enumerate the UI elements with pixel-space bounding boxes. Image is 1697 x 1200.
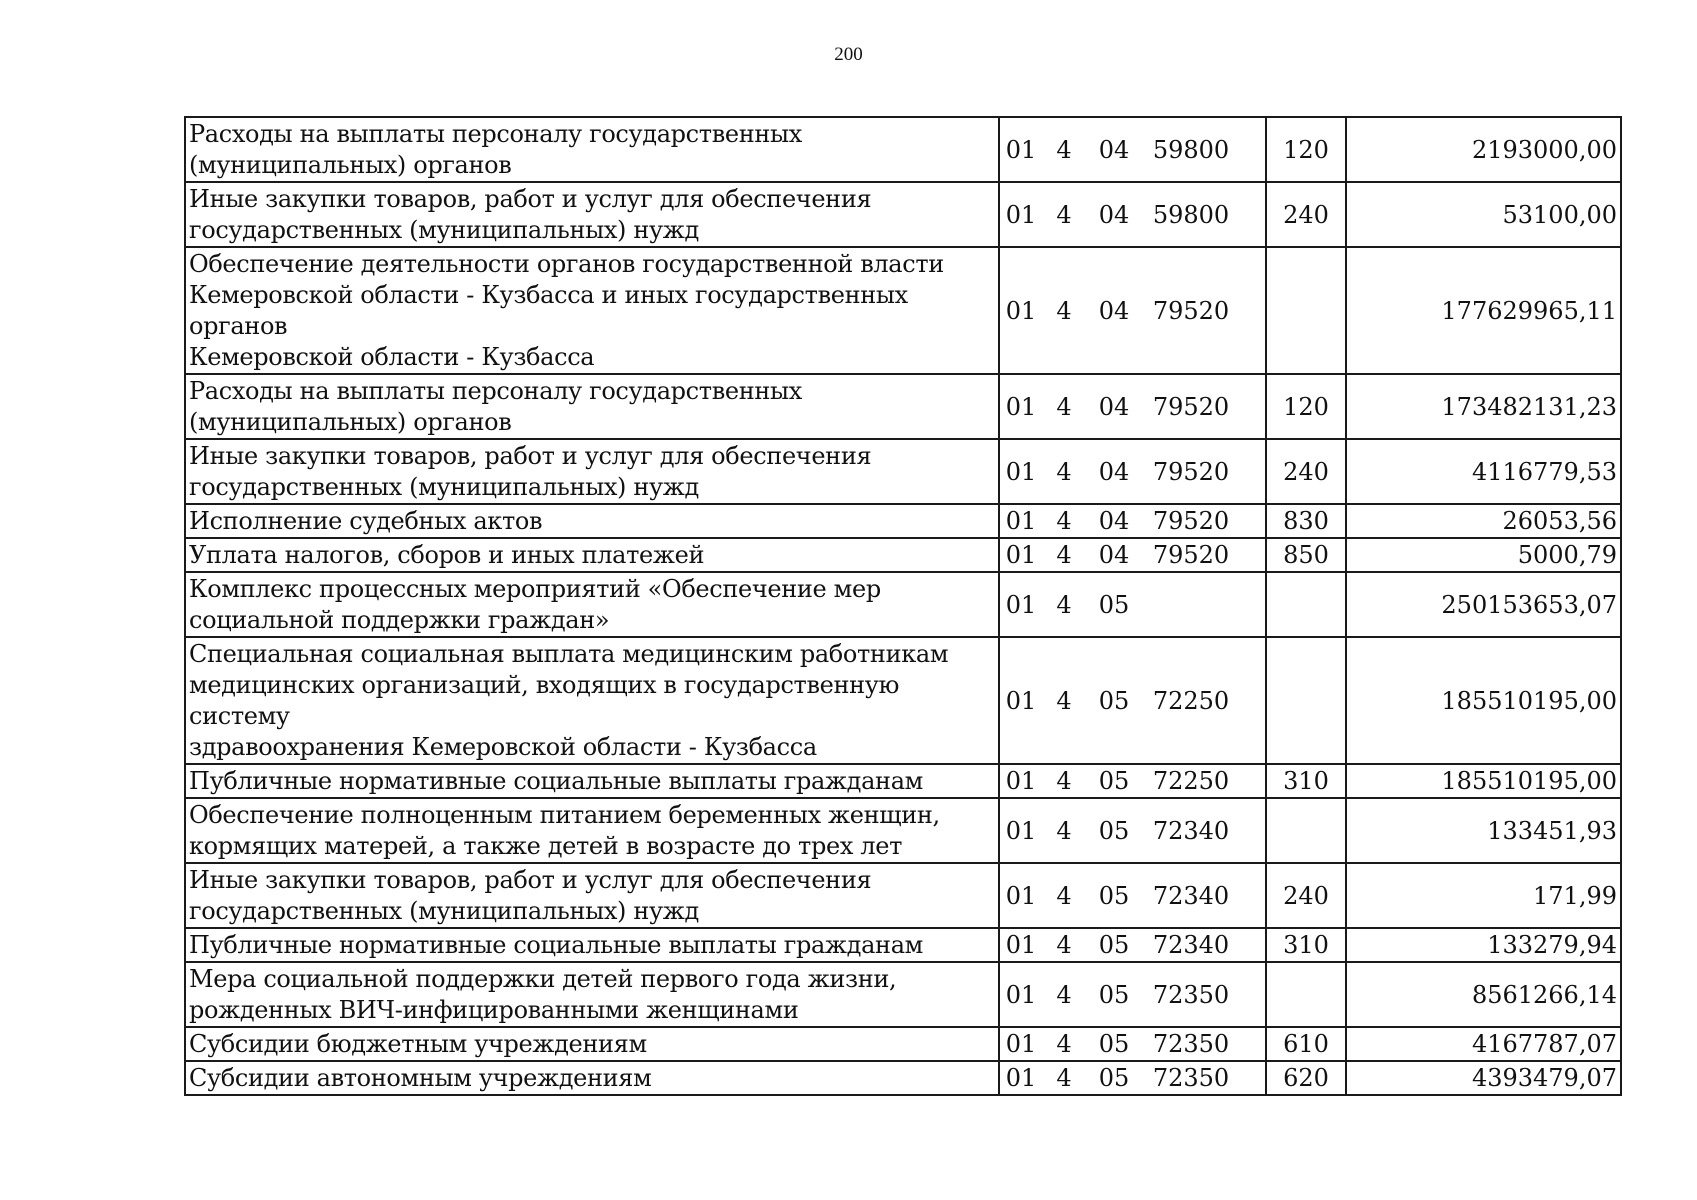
direction-code: 59800: [1152, 135, 1230, 164]
table-row: [185, 439, 1621, 504]
expense-name: Публичные нормативные социальные выплаты гражданам: [185, 764, 999, 798]
amount: 53100,00: [1346, 182, 1621, 247]
table-row: [185, 1061, 1621, 1095]
amount: 4393479,07: [1346, 1061, 1621, 1095]
subprogram-code: 05: [1098, 881, 1130, 910]
expense-type-code: [1266, 572, 1346, 637]
section-code: 01: [1005, 686, 1037, 715]
program-code: 4: [1056, 541, 1072, 569]
amount: 185510195,00: [1346, 637, 1621, 764]
subprogram-code: 05: [1098, 686, 1130, 715]
expense-type-code: [1266, 637, 1346, 764]
expense-name: Иные закупки товаров, работ и услуг для обеспечения государственных (муниципальных) нужд: [185, 182, 999, 247]
classification-code: [999, 572, 1266, 637]
amount: 250153653,07: [1346, 572, 1621, 637]
expense-name: Специальная социальная выплата медицинским работникам медицинских организаций, входящих в государственную систему здравоохранения Кемеровской области - Кузбасса: [185, 637, 999, 764]
expense-name: Публичные нормативные социальные выплаты гражданам: [185, 928, 999, 962]
section-code: 01: [1005, 980, 1037, 1009]
direction-code: 72350: [1152, 980, 1230, 1009]
amount: 177629965,11: [1346, 247, 1621, 374]
table-row: [185, 538, 1621, 572]
classification-code: [999, 374, 1266, 439]
subprogram-code: 05: [1098, 816, 1130, 845]
section-code: 01: [1005, 590, 1037, 619]
section-code: 01: [1005, 931, 1037, 959]
expense-type-code: 830: [1266, 504, 1346, 538]
section-code: 01: [1005, 1030, 1037, 1058]
expense-type-code: [1266, 247, 1346, 374]
classification-code: [999, 928, 1266, 962]
amount: 133451,93: [1346, 798, 1621, 863]
direction-code: 59800: [1152, 200, 1230, 229]
direction-code: 79520: [1152, 457, 1230, 486]
expense-type-code: 120: [1266, 374, 1346, 439]
expense-name: Исполнение судебных актов: [185, 504, 999, 538]
amount: 2193000,00: [1346, 117, 1621, 182]
subprogram-code: 04: [1098, 135, 1130, 164]
program-code: 4: [1056, 1064, 1072, 1092]
expense-name: Мера социальной поддержки детей первого года жизни, рожденных ВИЧ-инфицированными женщинами: [185, 962, 999, 1027]
program-code: 4: [1056, 392, 1072, 421]
section-code: 01: [1005, 457, 1037, 486]
program-code: 4: [1056, 816, 1072, 845]
table-row: [185, 1027, 1621, 1061]
table-row: [185, 182, 1621, 247]
expense-type-code: 120: [1266, 117, 1346, 182]
table-row: [185, 117, 1621, 182]
expense-name: Иные закупки товаров, работ и услуг для обеспечения государственных (муниципальных) нужд: [185, 863, 999, 928]
table-row: [185, 764, 1621, 798]
section-code: 01: [1005, 816, 1037, 845]
section-code: 01: [1005, 507, 1037, 535]
program-code: 4: [1056, 881, 1072, 910]
page-number: 200: [834, 44, 863, 65]
direction-code: 79520: [1152, 296, 1230, 325]
expense-name: Расходы на выплаты персоналу государственных (муниципальных) органов: [185, 117, 999, 182]
direction-code: 72340: [1152, 881, 1230, 910]
classification-code: [999, 117, 1266, 182]
direction-code: 72350: [1152, 1030, 1230, 1058]
classification-code: [999, 764, 1266, 798]
subprogram-code: 05: [1098, 1030, 1130, 1058]
table-row: [185, 247, 1621, 374]
subprogram-code: 05: [1098, 767, 1130, 795]
expense-type-code: 850: [1266, 538, 1346, 572]
classification-code: [999, 538, 1266, 572]
section-code: 01: [1005, 296, 1037, 325]
direction-code: 72350: [1152, 1064, 1230, 1092]
direction-code: 72250: [1152, 686, 1230, 715]
expense-name: Иные закупки товаров, работ и услуг для обеспечения государственных (муниципальных) нужд: [185, 439, 999, 504]
expense-type-code: 240: [1266, 182, 1346, 247]
amount: 26053,56: [1346, 504, 1621, 538]
direction-code: 72340: [1152, 931, 1230, 959]
classification-code: [999, 863, 1266, 928]
expense-name: Расходы на выплаты персоналу государственных (муниципальных) органов: [185, 374, 999, 439]
expense-name: Комплекс процессных мероприятий «Обеспечение мер социальной поддержки граждан»: [185, 572, 999, 637]
table-row: [185, 928, 1621, 962]
table-row: [185, 374, 1621, 439]
table-row: [185, 572, 1621, 637]
classification-code: [999, 504, 1266, 538]
subprogram-code: 04: [1098, 200, 1130, 229]
program-code: 4: [1056, 200, 1072, 229]
program-code: 4: [1056, 457, 1072, 486]
direction-code: 72250: [1152, 767, 1230, 795]
amount: 4167787,07: [1346, 1027, 1621, 1061]
section-code: 01: [1005, 767, 1037, 795]
classification-code: [999, 182, 1266, 247]
direction-code: 79520: [1152, 392, 1230, 421]
direction-code: 72340: [1152, 816, 1230, 845]
subprogram-code: 05: [1098, 931, 1130, 959]
section-code: 01: [1005, 881, 1037, 910]
expense-type-code: 610: [1266, 1027, 1346, 1061]
direction-code: 79520: [1152, 541, 1230, 569]
subprogram-code: 04: [1098, 392, 1130, 421]
table-row: [185, 962, 1621, 1027]
section-code: 01: [1005, 135, 1037, 164]
expense-type-code: [1266, 962, 1346, 1027]
program-code: 4: [1056, 767, 1072, 795]
table-row: [185, 637, 1621, 764]
program-code: 4: [1056, 590, 1072, 619]
classification-code: [999, 798, 1266, 863]
subprogram-code: 05: [1098, 590, 1130, 619]
budget-table-body: [185, 117, 1621, 1095]
classification-code: [999, 439, 1266, 504]
amount: 185510195,00: [1346, 764, 1621, 798]
expense-type-code: 310: [1266, 764, 1346, 798]
subprogram-code: 04: [1098, 507, 1130, 535]
table-row: [185, 863, 1621, 928]
program-code: 4: [1056, 980, 1072, 1009]
amount: 171,99: [1346, 863, 1621, 928]
program-code: 4: [1056, 686, 1072, 715]
amount: 5000,79: [1346, 538, 1621, 572]
table-row: [185, 798, 1621, 863]
subprogram-code: 04: [1098, 296, 1130, 325]
table-row: [185, 504, 1621, 538]
expense-name: Уплата налогов, сборов и иных платежей: [185, 538, 999, 572]
section-code: 01: [1005, 541, 1037, 569]
subprogram-code: 04: [1098, 541, 1130, 569]
expense-name: Субсидии автономным учреждениям: [185, 1061, 999, 1095]
program-code: 4: [1056, 931, 1072, 959]
classification-code: [999, 1027, 1266, 1061]
expense-type-code: 620: [1266, 1061, 1346, 1095]
classification-code: [999, 962, 1266, 1027]
expense-type-code: [1266, 798, 1346, 863]
program-code: 4: [1056, 135, 1072, 164]
direction-code: 79520: [1152, 507, 1230, 535]
amount: 133279,94: [1346, 928, 1621, 962]
expense-name: Обеспечение полноценным питанием беременных женщин, кормящих матерей, а также детей в возрасте до трех лет: [185, 798, 999, 863]
program-code: 4: [1056, 1030, 1072, 1058]
amount: 4116779,53: [1346, 439, 1621, 504]
program-code: 4: [1056, 507, 1072, 535]
section-code: 01: [1005, 392, 1037, 421]
expense-name: Обеспечение деятельности органов государственной власти Кемеровской области - Кузбасса и иных государственных органов Кемеровской области - Кузбасса: [185, 247, 999, 374]
expense-type-code: 240: [1266, 863, 1346, 928]
classification-code: [999, 247, 1266, 374]
amount: 173482131,23: [1346, 374, 1621, 439]
section-code: 01: [1005, 200, 1037, 229]
subprogram-code: 05: [1098, 980, 1130, 1009]
budget-table: [184, 116, 1622, 1096]
classification-code: [999, 1061, 1266, 1095]
expense-name: Субсидии бюджетным учреждениям: [185, 1027, 999, 1061]
expense-type-code: 310: [1266, 928, 1346, 962]
classification-code: [999, 637, 1266, 764]
section-code: 01: [1005, 1064, 1037, 1092]
program-code: 4: [1056, 296, 1072, 325]
subprogram-code: 05: [1098, 1064, 1130, 1092]
subprogram-code: 04: [1098, 457, 1130, 486]
expense-type-code: 240: [1266, 439, 1346, 504]
amount: 8561266,14: [1346, 962, 1621, 1027]
